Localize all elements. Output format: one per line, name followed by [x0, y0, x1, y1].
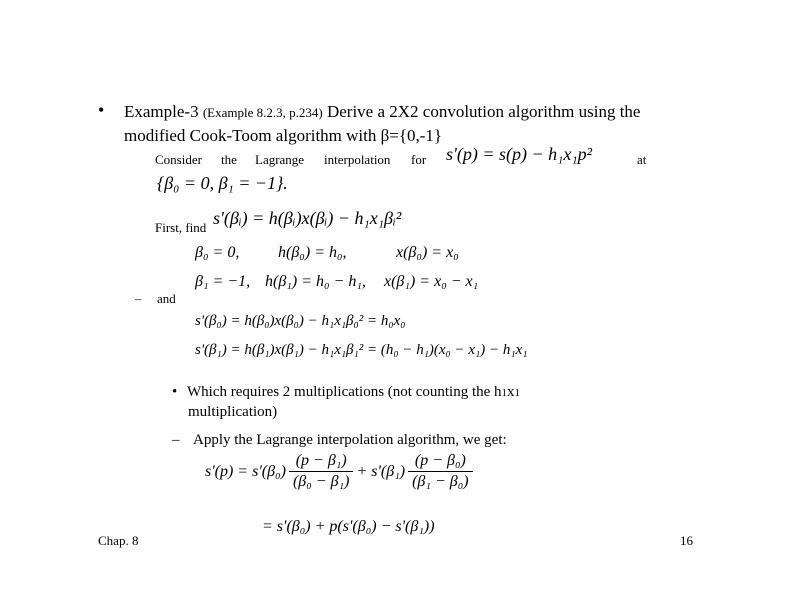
interpolation-word: interpolation: [324, 152, 391, 167]
fraction-1-denominator: (β₀ − β₁): [292, 473, 350, 490]
beta1-value: β₁ = −1,: [195, 273, 251, 290]
fraction-1: [289, 452, 354, 491]
fraction-2-denominator: (β₁ − β₀): [412, 473, 469, 490]
h-beta0: h(β₀) = h₀,: [278, 244, 347, 261]
consider-word: Consider: [155, 152, 202, 167]
title-line: [124, 102, 640, 122]
title-line-2: modified Cook-Toom algorithm with β={0,-1}: [124, 126, 443, 145]
for-word: for: [411, 152, 427, 167]
at-word: at: [637, 152, 647, 167]
multiplication-note-line-1: [172, 384, 520, 401]
note-bullet: •: [172, 384, 178, 400]
footer-page-number: 16: [680, 533, 693, 548]
lagrange-word: Lagrange: [255, 152, 305, 167]
title-main: Example-3: [124, 102, 199, 121]
note-x: x: [507, 384, 515, 400]
main-bullet: •: [98, 100, 105, 120]
s-prime-beta1-equation: s'(β₁) = h(β₁)x(β₁) − h₁x₁β₁² = (h₀ − h₁)(x₀ − x₁) − h₁x₁: [195, 342, 528, 358]
x-beta1: x(β₁) = x₀ − x₁: [384, 273, 479, 290]
beta-set: {β₀ = 0, β₁ = −1}.: [157, 173, 288, 193]
beta0-value: β₀ = 0,: [195, 244, 240, 261]
apply-dash: –: [172, 432, 180, 448]
lagrange-formula: [205, 452, 476, 491]
lagrange-plus-term: + s'(β₁): [356, 462, 406, 480]
and-label: and: [157, 291, 176, 306]
note-text: Which requires 2 multiplications (not counting the h: [187, 384, 502, 400]
and-dash: –: [135, 291, 142, 306]
h-beta1: h(β₁) = h₀ − h₁,: [265, 273, 366, 290]
footer-chapter: Chap. 8: [98, 533, 139, 548]
the-word: the: [221, 152, 237, 167]
first-find-label: First, find: [155, 220, 207, 235]
note-sub-2: 1: [514, 387, 521, 399]
fraction-1-numerator: (p − β₁): [289, 452, 354, 472]
lagrange-result: = s'(β₀) + p(s'(β₀) − s'(β₁)): [262, 518, 435, 535]
title-reference: (Example 8.2.3, p.234): [202, 105, 323, 120]
x-beta0: x(β₀) = x₀: [396, 244, 459, 261]
modified-product-equation: s'(p) = s(p) − h₁x₁p²: [446, 144, 593, 164]
fraction-2: [408, 452, 473, 491]
title-rest: Derive a 2X2 convolution algorithm using the: [326, 102, 641, 121]
apply-text: Apply the Lagrange interpolation algorithm, we get:: [193, 432, 507, 448]
lagrange-lhs: s'(p) = s'(β₀): [205, 462, 286, 480]
multiplication-note-line-2: multiplication): [188, 404, 278, 420]
fraction-2-numerator: (p − β₀): [408, 452, 473, 472]
note-sub-1: 1: [501, 387, 508, 399]
first-find-equation: s'(βᵢ) = h(βᵢ)x(βᵢ) − h₁x₁βᵢ²: [213, 208, 402, 228]
s-prime-beta0-equation: s'(β₀) = h(β₀)x(β₀) − h₁x₁β₀² = h₀x₀: [195, 313, 406, 329]
